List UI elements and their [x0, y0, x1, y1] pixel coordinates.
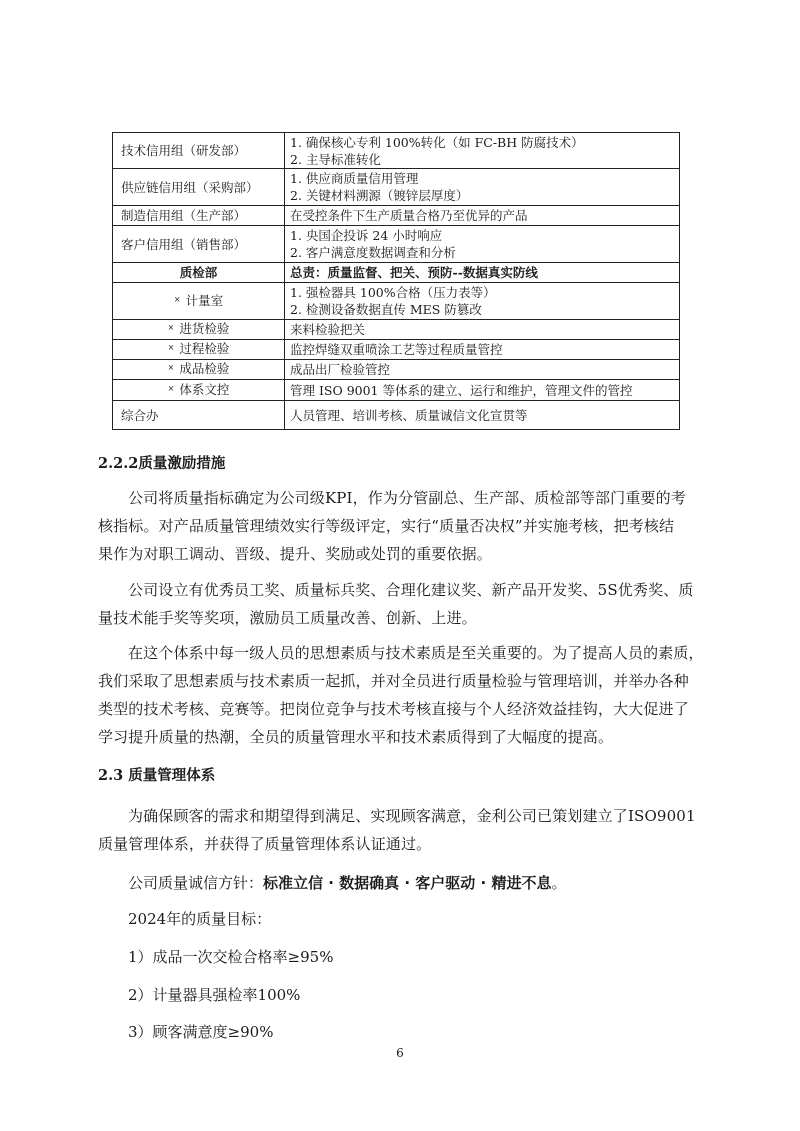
row-label: 制造信用组（生产部） — [113, 206, 285, 226]
text-line: 核指标。对产品质量管理绩效实行等级评定，实行“质量否决权”并实施考核，把考核结 — [98, 517, 675, 535]
duty-line: 1. 强检器具 100%合格（压力表等） — [290, 285, 496, 300]
row-duty — [285, 263, 680, 283]
policy-text: 标准立信 · 数据确真 · 客户驱动 · 精进不息 — [263, 874, 552, 892]
text-line: 果作为对职工调动、晋级、提升、奖励或处罚的重要依据。 — [98, 545, 492, 563]
bullet-mark: × — [167, 323, 175, 332]
policy-suffix: 。 — [551, 874, 567, 892]
row-label: 客户信用组（销售部） — [113, 226, 285, 263]
duty-line: 1. 央国企投诉 24 小时响应 — [290, 228, 443, 243]
row-duty — [285, 133, 680, 169]
section-heading-2-2-2: 2.2.2质量激励措施 — [98, 455, 226, 472]
text-line: 公司将质量指标确定为公司级KPI，作为分管副总、生产部、质检部等部门重要的考 — [128, 489, 686, 507]
row-label — [113, 320, 285, 340]
row-duty — [285, 320, 680, 340]
table-row — [113, 320, 680, 340]
bullet-mark: × — [167, 383, 175, 393]
row-label — [113, 360, 285, 380]
goal-item: 2）计量器具强检率100% — [128, 986, 301, 1004]
duty-line: 2. 关键材料溯源（镀锌层厚度） — [290, 188, 469, 203]
text-line: 我们采取了思想素质与技术素质一起抓，并对全员进行质量检验与管理培训，并举办各种 — [98, 672, 689, 690]
row-duty — [285, 401, 680, 430]
bullet-mark: × — [167, 343, 175, 352]
duty-line: 2. 主导标准转化 — [290, 151, 381, 167]
row-label — [113, 380, 285, 401]
bullet-mark: × — [167, 363, 175, 372]
row-duty — [285, 206, 680, 226]
table-row — [113, 169, 680, 206]
goal-item: 1）成品一次交检合格率≥95% — [128, 948, 334, 966]
row-duty — [285, 340, 680, 360]
duty-line: 1. 确保核心专利 100%转化（如 FC-BH 防腐技术） — [290, 134, 584, 150]
page-number: 6 — [396, 1046, 404, 1060]
row-label-text: 成品检验 — [179, 361, 230, 376]
policy-prefix: 公司质量诚信方针： — [128, 874, 264, 892]
duty-line: 总责：质量监督、把关、预防--数据真实防线 — [290, 265, 538, 280]
row-duty — [285, 283, 680, 320]
paragraph-kpi — [98, 484, 706, 568]
bullet-mark: × — [173, 294, 181, 304]
row-duty — [285, 226, 680, 263]
table-row — [113, 133, 680, 169]
paragraph-iso — [98, 802, 706, 858]
table-row — [113, 380, 680, 401]
duty-line: 2. 客户满意度数据调查和分析 — [290, 245, 456, 260]
row-label: 技术信用组（研发部） — [113, 133, 285, 169]
table-row — [113, 263, 680, 283]
duty-line: 来料检验把关 — [290, 322, 366, 337]
quality-org-table — [112, 132, 680, 430]
row-duty — [285, 169, 680, 206]
text-line: 质量管理体系，并获得了质量管理体系认证通过。 — [98, 835, 432, 853]
table-row — [113, 401, 680, 430]
row-label — [113, 283, 285, 320]
row-label: 综合办 — [113, 401, 285, 430]
text-line: 量技术能手奖等奖项，激励员工质量改善、创新、上进。 — [98, 609, 477, 627]
table-row — [113, 360, 680, 380]
goal-item: 3）顾客满意度≥90% — [128, 1023, 274, 1041]
text-line: 公司设立有优秀员工奖、质量标兵奖、合理化建议奖、新产品开发奖、5S优秀奖、质 — [128, 581, 694, 599]
duty-line: 管理 ISO 9001 等体系的建立、运行和维护，管理文件的管控 — [290, 382, 633, 398]
row-duty — [285, 360, 680, 380]
goals-title: 2024年的质量目标： — [128, 910, 272, 928]
text-line: 类型的技术考核、竞赛等。把岗位竞争与技术考核直接与个人经济效益挂钩，大大促进了 — [98, 700, 689, 718]
row-label-text: 过程检验 — [179, 341, 230, 356]
row-label-text: 进货检验 — [179, 321, 230, 336]
table-row — [113, 226, 680, 263]
section-heading-2-3: 2.3 质量管理体系 — [98, 767, 216, 784]
paragraph-training — [98, 639, 706, 751]
duty-line: 成品出厂检验管控 — [290, 362, 391, 377]
row-duty — [285, 380, 680, 401]
duty-line: 监控焊缝双重喷涂工艺等过程质量管控 — [290, 342, 503, 357]
paragraph-awards — [98, 576, 706, 632]
row-label-text: 体系文控 — [179, 381, 230, 397]
row-label: 供应链信用组（采购部） — [113, 169, 285, 206]
text-line: 为确保顾客的需求和期望得到满足、实现顾客满意，金利公司已策划建立了ISO9001 — [128, 807, 696, 825]
table-row — [113, 340, 680, 360]
text-line: 在这个体系中每一级人员的思想素质与技术素质是至关重要的。为了提高人员的素质， — [128, 644, 704, 662]
text-line: 学习提升质量的热潮，全员的质量管理水平和技术素质得到了大幅度的提高。 — [98, 728, 614, 746]
duty-line: 2. 检测设备数据直传 MES 防篡改 — [290, 302, 482, 317]
quality-policy — [128, 872, 566, 893]
table-row — [113, 283, 680, 320]
row-label — [113, 340, 285, 360]
duty-line: 人员管理、培训考核、质量诚信文化宣贯等 — [290, 407, 528, 423]
table-row — [113, 206, 680, 226]
row-label: 质检部 — [113, 263, 285, 283]
row-label-text: 计量室 — [185, 292, 224, 308]
duty-line: 1. 供应商质量信用管理 — [290, 171, 419, 186]
duty-line: 在受控条件下生产质量合格乃至优异的产品 — [290, 208, 528, 223]
